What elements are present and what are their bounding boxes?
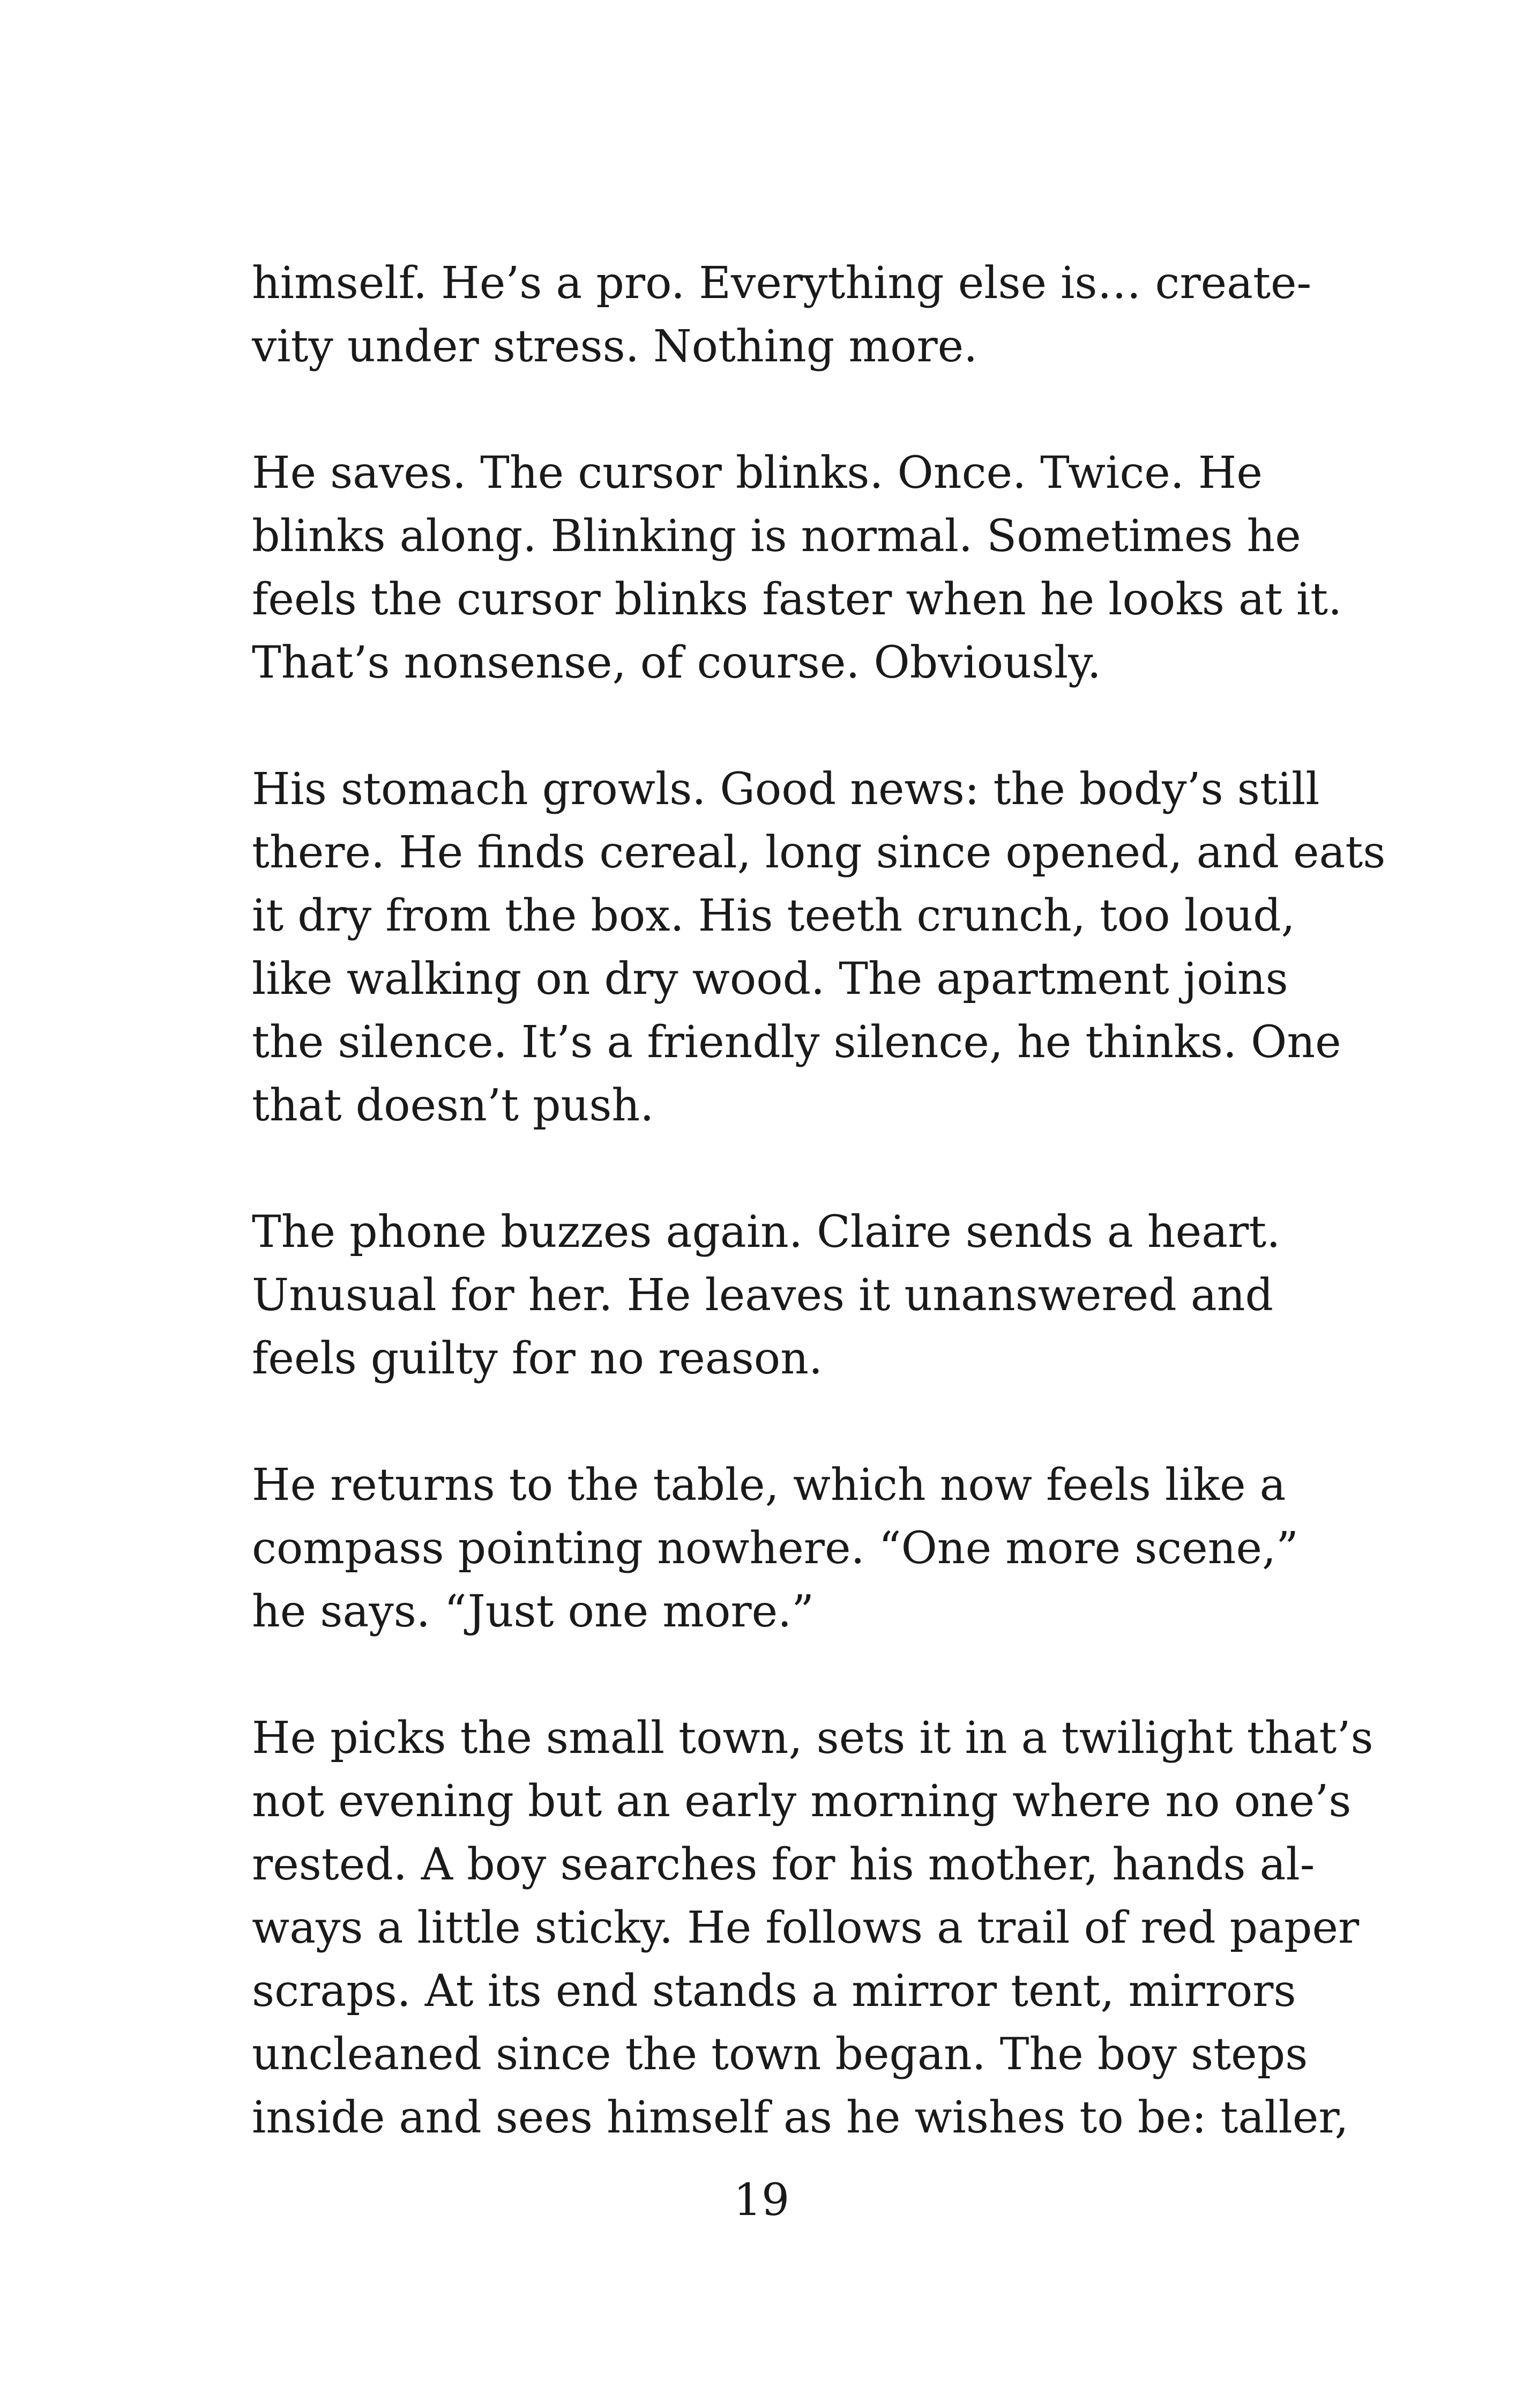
- text-line: His stomach growls. Good news: the body’s still: [252, 764, 1320, 815]
- paragraph: [252, 442, 1342, 695]
- text-line: it dry from the box. His teeth crunch, too loud,: [252, 890, 1295, 941]
- text-line: He saves. The cursor blinks. Once. Twice. He: [252, 448, 1263, 499]
- page-number: 19: [733, 2175, 790, 2226]
- paragraph: [252, 252, 1312, 378]
- text-line: that doesn’t push.: [252, 1080, 654, 1131]
- text-line: himself. He’s a pro. Everything else is… create-: [252, 258, 1312, 309]
- text-line: the silence. It’s a friendly silence, he thinks. One: [252, 1017, 1341, 1068]
- text-line: Unusual for her. He leaves it unanswered and: [252, 1270, 1274, 1321]
- text-line: scraps. At its end stands a mirror tent, mirrors: [252, 1966, 1296, 2017]
- text-line: like walking on dry wood. The apartment joins: [252, 954, 1288, 1005]
- text-line: he says. “Just one more.”: [252, 1586, 815, 1637]
- text-line: rested. A boy searches for his mother, hands al-: [252, 1839, 1315, 1890]
- text-line: inside and sees himself as he wishes to be: taller,: [252, 2092, 1349, 2143]
- text-line: compass pointing nowhere. “One more scene,”: [252, 1523, 1298, 1574]
- paragraph: [252, 1201, 1281, 1391]
- text-line: The phone buzzes again. Claire sends a heart.: [252, 1207, 1281, 1258]
- text-line: there. He finds cereal, long since opened, and eats: [252, 827, 1386, 878]
- text-line: That’s nonsense, of course. Obviously.: [252, 637, 1101, 688]
- text-line: blinks along. Blinking is normal. Sometimes he: [252, 511, 1301, 562]
- text-line: vity under stress. Nothing more.: [252, 321, 978, 372]
- text-line: feels guilty for no reason.: [252, 1333, 823, 1384]
- paragraph: [252, 1707, 1373, 2150]
- text-line: ways a little sticky. He follows a trail of red paper: [252, 1902, 1360, 1953]
- paragraph: [252, 1454, 1298, 1644]
- text-line: He picks the small town, sets it in a twilight that’s: [252, 1713, 1373, 1764]
- paragraph: [252, 758, 1386, 1138]
- text-line: He returns to the table, which now feels like a: [252, 1460, 1286, 1511]
- text-line: not evening but an early morning where no one’s: [252, 1776, 1352, 1827]
- body-text: [252, 252, 1386, 2213]
- text-line: feels the cursor blinks faster when he looks at it.: [252, 574, 1342, 625]
- text-line: uncleaned since the town began. The boy steps: [252, 2029, 1308, 2080]
